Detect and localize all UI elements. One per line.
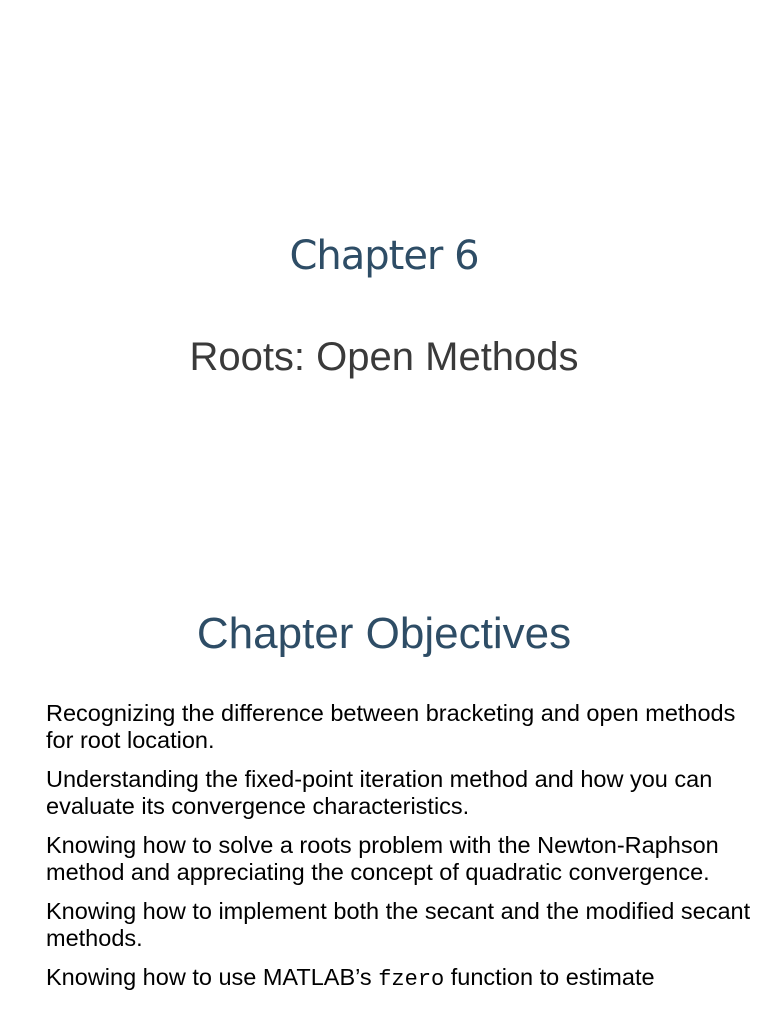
objective-text-after: function to estimate xyxy=(444,964,655,990)
chapter-title: Chapter 6 xyxy=(289,233,479,279)
objective-item: Understanding the fixed-point iteration method and how you can evaluate its convergence characteristics. xyxy=(46,766,713,819)
objective-item: Knowing how to implement both the secant and the modified secant methods. xyxy=(46,898,751,951)
chapter-subtitle: Roots: Open Methods xyxy=(189,335,579,379)
objectives-list xyxy=(46,700,758,1005)
objective-item xyxy=(46,964,758,993)
objective-item: Knowing how to solve a roots problem with the Newton-Raphson method and appreciating the concept of quadratic convergence. xyxy=(46,832,719,885)
code-fzero: fzero xyxy=(378,967,445,992)
objective-item: Recognizing the difference between bracketing and open methods for root location. xyxy=(46,700,736,753)
objective-text-before: Knowing how to use MATLAB’s xyxy=(46,964,379,990)
objectives-heading: Chapter Objectives xyxy=(196,609,572,658)
